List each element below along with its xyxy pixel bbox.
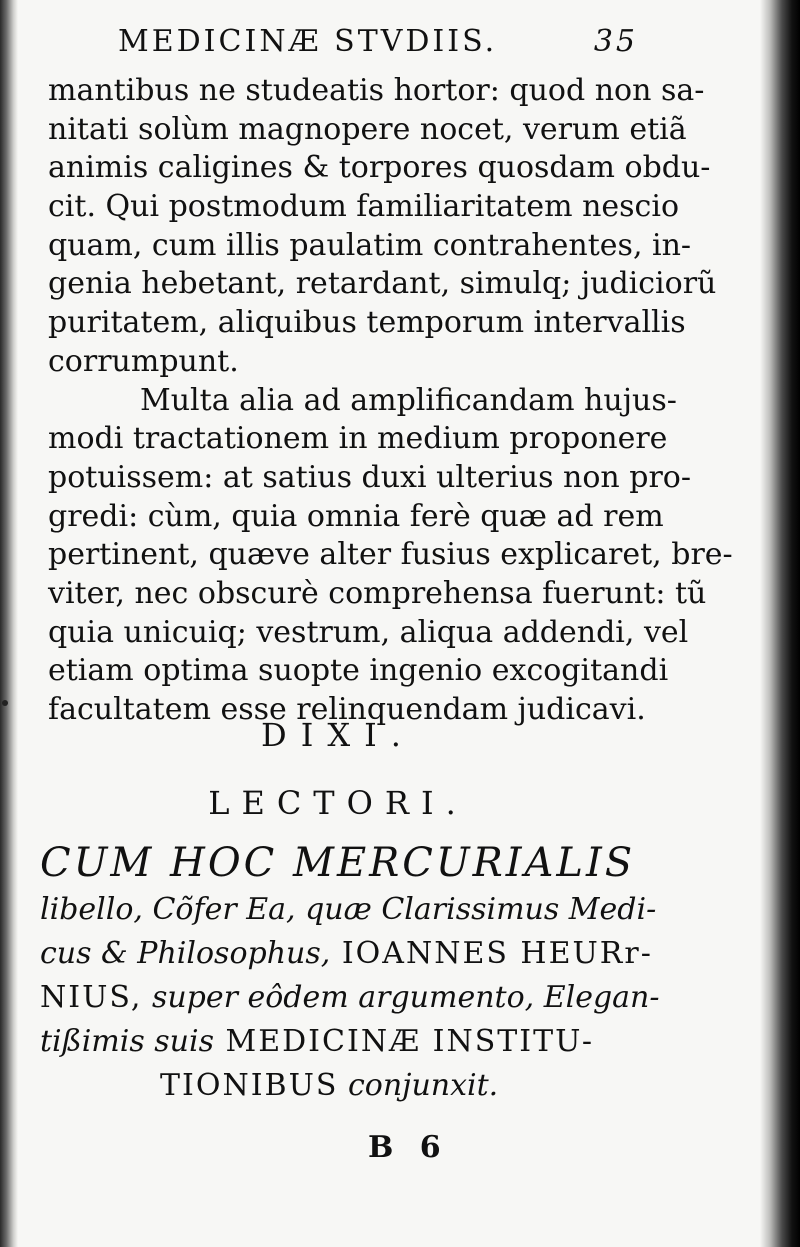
text-line: mantibus ne studeatis hortor: quod non sa- (48, 73, 705, 108)
note-line: CUM HOC MERCURIALIS (40, 840, 636, 886)
dixi-heading: DIXI. (261, 716, 415, 754)
note-line: libello, Cõfer Ea, quæ Clarissimus Medi- (40, 892, 657, 927)
lectori-heading: LECTORI. (208, 784, 468, 822)
page-number: 35 (593, 24, 638, 59)
text-line: Multa alia ad amplificandam hujus- (140, 382, 677, 418)
text-line: animis caligines & torpores quosdam obdu- (48, 150, 711, 186)
text-line: modi tractationem in medium proponere (48, 421, 668, 457)
page-edge-shadow (760, 0, 800, 1247)
text-line: viter, nec obscurè comprehensa fuerunt: tũ (48, 575, 707, 611)
note-line (40, 1020, 630, 1064)
note-italic-span: cus & Philosophus, (40, 936, 331, 971)
note-line (40, 932, 653, 976)
note-line (40, 1064, 630, 1108)
text-line: potuissem: at satius duxi ulterius non pro- (48, 459, 692, 495)
text-line: pertinent, quæve alter fusius explicaret, bre- (48, 537, 733, 573)
work-title: MEDICINÆ INSTITU- (213, 1024, 595, 1059)
text-line: cit. Qui postmodum familiaritatem nescio (48, 189, 680, 225)
ink-speck (2, 700, 8, 706)
work-title-cont: TIONIBUS (160, 1068, 339, 1103)
note-line (40, 976, 660, 1020)
note-italic-span: super eôdem argumento, Elegan- (142, 980, 660, 1015)
text-line: quam, cum illis paulatim contrahentes, in- (48, 227, 692, 263)
signature-mark: B 6 (368, 1130, 449, 1165)
text-line: corrumpunt. (48, 343, 239, 379)
text-line: genia hebetant, retardant, simulq; judiciorũ (48, 266, 717, 302)
author-name-cont: NIUS, (40, 980, 143, 1015)
author-name: IOANNES HEURr- (330, 936, 653, 971)
note-italic-span: conjunxit. (338, 1068, 499, 1103)
text-line: etiam optima suopte ingenio excogitandi (48, 653, 669, 689)
text-line: puritatem, aliquibus temporum intervallis (48, 305, 686, 341)
running-title: MEDICINÆ STVDIIS. (118, 24, 498, 59)
text-line: quia unicuiq; vestrum, aliqua addendi, vel (48, 614, 689, 650)
text-line: gredi: cùm, quia omnia ferè quæ ad rem (48, 498, 664, 534)
note-italic-span: tißimis suis (40, 1024, 214, 1059)
page-header (118, 22, 638, 62)
binding-shadow (0, 0, 18, 1247)
text-line: nitati solùm magnopere nocet, verum etiã (48, 111, 687, 147)
text-line: facultatem esse relinquendam judicavi. (48, 692, 646, 727)
body-text (48, 72, 733, 730)
reader-note (40, 838, 660, 1108)
